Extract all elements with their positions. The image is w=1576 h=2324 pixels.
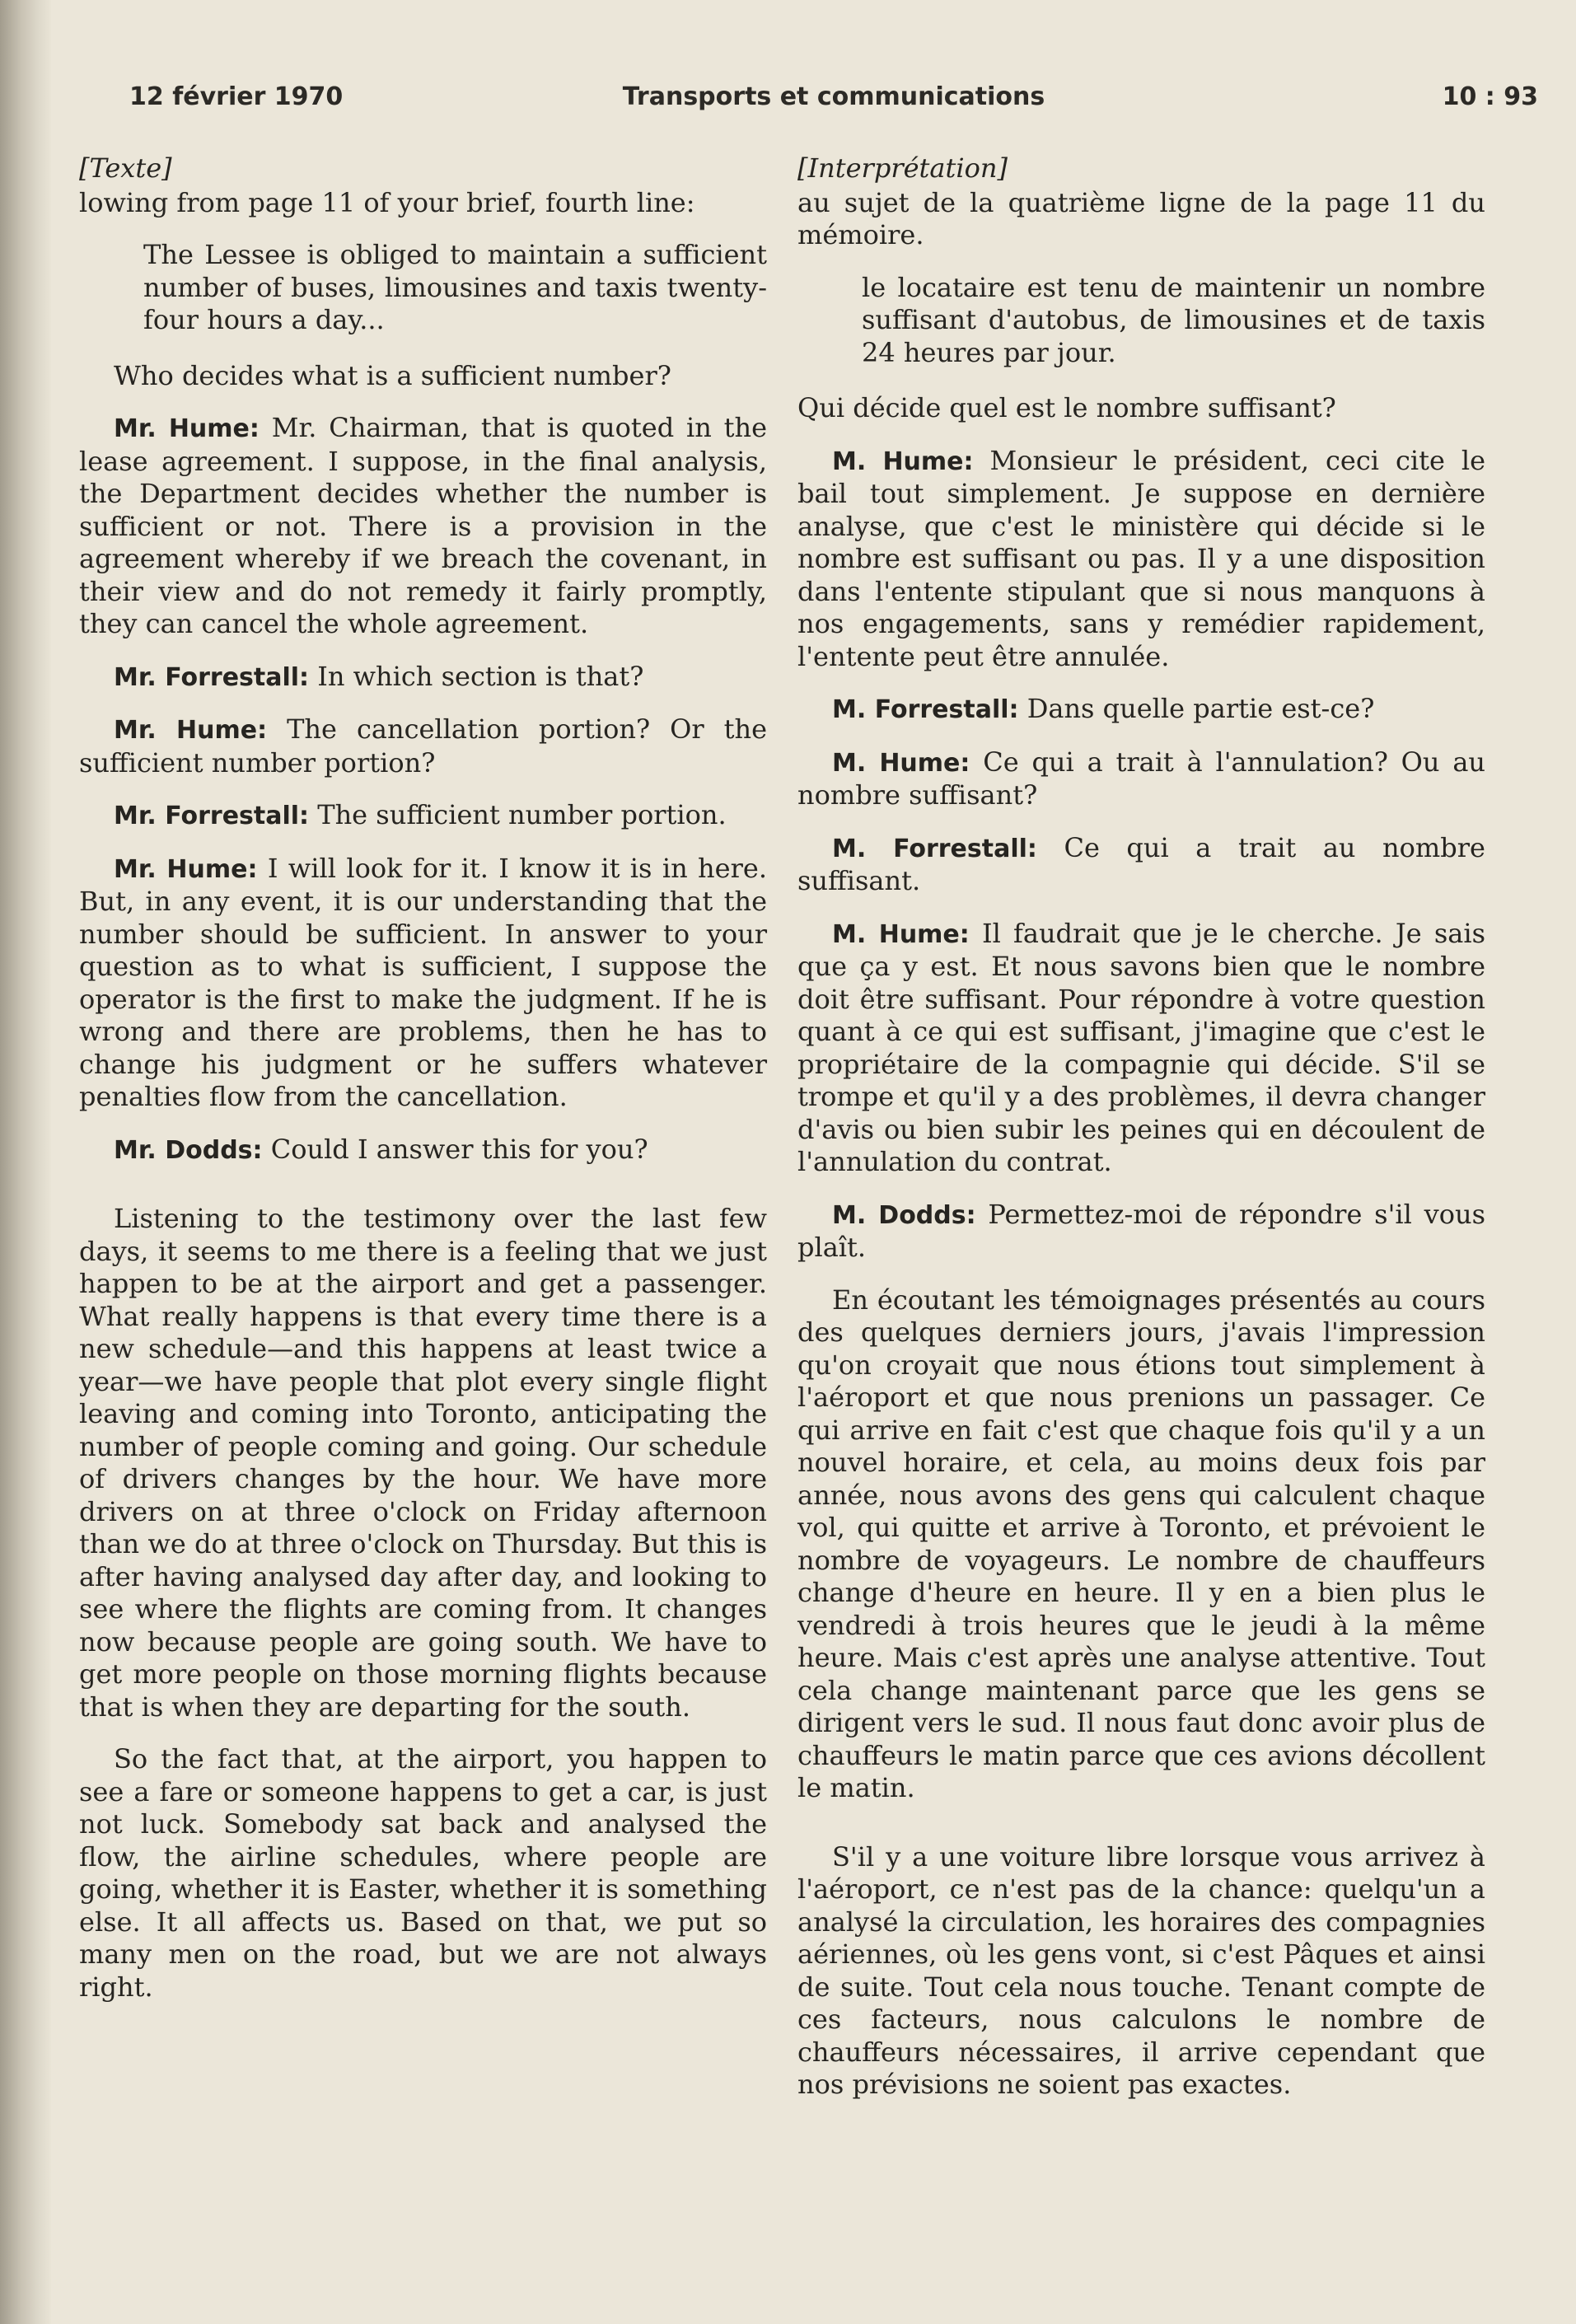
speech-dodds <box>79 1134 767 1167</box>
lease-quote: le locataire est tenu de maintenir un nombre suffisant d'autobus, de limousines et de taxis 24 heures par jour. <box>862 271 1485 368</box>
lease-quote: The Lessee is obliged to maintain a sufficient number of buses, limousines and taxis twenty-four hours a day... <box>143 239 767 335</box>
speech-hume <box>79 853 767 1114</box>
speech-text: Ce qui a trait à l'annulation? Ou au nombre suffisant? <box>797 746 1486 811</box>
paragraph: Qui décide quel est le nombre suffisant? <box>797 392 1336 423</box>
paragraph: S'il y a une voiture libre lorsque vous arrivez à l'aéroport, ce n'est pas de la chance: quelqu'un a analysé la circulation, les horaires des compagnies aériennes, où les gens vont, si c'est Pâques et ainsi de suite. Tout cela nous touche. Tenant compte de ces facteurs, nous calculons le nombre de chauffeurs nécessaires, il arrive cependant que nos prévisions ne soient pas exactes. <box>797 1840 1485 2100</box>
speaker-name: Mr. Forrestall: <box>114 662 310 692</box>
speaker-name: Mr. Dodds: <box>114 1135 263 1165</box>
speech-text: Permettez-moi de répondre s'il vous plaît. <box>797 1198 1486 1263</box>
speech-text: Monsieur le président, ceci cite le bail tout simplement. Je suppose en dernière analyse, que c'est le ministère qui décide si le nombre est suffisant ou pas. Il y a une disposition dans l'entente stipulant que si nous manquons à nos engagements, sans y remédier rapidement, l'entente peut être annulée. <box>797 444 1486 672</box>
speaker-name: M. Hume: <box>832 748 970 778</box>
speech-hume <box>79 713 767 779</box>
speech-hume <box>79 412 767 641</box>
header-date: 12 février 1970 <box>129 82 344 111</box>
french-column <box>797 152 1485 2121</box>
speaker-name: Mr. Hume: <box>114 414 260 443</box>
paragraph: Listening to the testimony over the last few days, it seems to me there is a feeling that we just happen to be at the airport and get a passenger. What really happens is that every time there is a new schedule—and this happens at least twice a year—we have people that plot every single flight leaving and coming into Toronto, anticipating the number of people coming and going. Our schedule of drivers changes by the hour. We have more drivers on at three o'clock on Friday afternoon than we do at three o'clock on Thursday. But this is after having analysed day after day, and looking to see where the flights are coming from. It changes now because people are going south. We have to get more people on those morning flights because that is when they are departing for the south. <box>79 1203 767 1723</box>
page-header <box>129 82 1538 124</box>
speech-hume <box>797 746 1485 812</box>
speaker-name: M. Dodds: <box>832 1200 976 1230</box>
paragraph: So the fact that, at the airport, you happen to see a fare or someone happens to get a car, is just not luck. Somebody sat back and analysed the flow, the airline schedules, where people are going, whether it is Easter, whether it is something else. It all affects us. Based on that, we put so many men on the road, but we are not always right. <box>79 1743 767 2003</box>
speech-text: Dans quelle partie est-ce? <box>1018 693 1375 724</box>
page-binding-edge <box>0 0 51 2324</box>
column-label-texte: [Texte] <box>79 152 172 184</box>
paragraph: au sujet de la quatrième ligne de la page 11 du mémoire. <box>797 186 1485 250</box>
speech-text: The cancellation portion? Or the sufficient number portion? <box>79 713 767 779</box>
speech-text: The sufficient number portion. <box>309 799 727 830</box>
speaker-name: Mr. Hume: <box>114 854 258 884</box>
speaker-name: Mr. Forrestall: <box>114 802 310 830</box>
document-page <box>51 0 1576 2324</box>
paragraph: lowing from page 11 of your brief, fourth line: <box>79 186 695 218</box>
speaker-name: M. Hume: <box>832 447 974 476</box>
paragraph: Who decides what is a sufficient number? <box>114 359 671 391</box>
speech-forrestall <box>797 832 1485 898</box>
header-page-number: 10 : 93 <box>1442 82 1538 111</box>
speech-dodds <box>797 1199 1485 1265</box>
header-title: Transports et communications <box>622 82 1045 111</box>
speech-hume <box>797 918 1485 1179</box>
speech-hume <box>797 445 1485 674</box>
paragraph: En écoutant les témoignages présentés au cours des quelques derniers jours, j'avais l'impression qu'on croyait que nous étions tout simplement à l'aéroport et que nous prenions un passager. Ce qui arrive en fait c'est que chaque fois qu'il y a un nouvel horaire, et cela, au moins deux fois par année, nous avons des gens qui calculent chaque vol, qui quitte et arrive à Toronto, et prévoient le nombre de voyageurs. Le nombre de chauffeurs change d'heure en heure. Il y en a bien plus le vendredi à trois heures que le jeudi à la même heure. Mais c'est après une analyse attentive. Tout cela change maintenant parce que les gens se dirigent vers le sud. Il nous faut donc avoir plus de chauffeurs le matin parce que ces avions décollent le matin. <box>797 1284 1485 1803</box>
column-label-interpretation: [Interprétation] <box>797 152 1008 184</box>
speech-forrestall <box>79 799 767 833</box>
speech-text: Il faudrait que je le cherche. Je sais que ça y est. Et nous savons bien que le nombre doit être suffisant. Pour répondre à votre question quant à ce qui est suffisant, j'imagine que c'est le propriétaire de la compagnie qui décide. S'il se trompe et qu'il y a des problèmes, il devra changer d'avis ou bien subir les peines qui en découlent de l'annulation du contrat. <box>797 917 1486 1177</box>
speech-text: In which section is that? <box>309 660 644 692</box>
speaker-name: M. Hume: <box>832 919 970 949</box>
speech-forrestall <box>79 661 767 694</box>
speech-forrestall <box>797 693 1485 727</box>
speaker-name: M. Forrestall: <box>832 695 1019 724</box>
speech-text: I will look for it. I know it is in here. But, in any event, it is our understanding that the number should be sufficient. In answer to your question as to what is sufficient, I suppose the operator is the first to make the judgment. If he is wrong and there are problems, then he has to change his judgment or he suffers whatever penalties flow from the cancellation. <box>79 852 768 1112</box>
speaker-name: Mr. Hume: <box>114 716 268 745</box>
speech-text: Ce qui a trait au nombre suffisant. <box>797 831 1485 896</box>
english-column <box>79 152 767 2023</box>
speaker-name: M. Forrestall: <box>832 834 1037 863</box>
speech-text: Mr. Chairman, that is quoted in the lease agreement. I suppose, in the final analysis, the Department decides whether the number is sufficient or not. There is a provision in the agreement whereby if we breach the covenant, in their view and do not remedy it fairly promptly, they can cancel the whole agreement. <box>79 412 768 639</box>
speech-text: Could I answer this for you? <box>262 1133 648 1165</box>
